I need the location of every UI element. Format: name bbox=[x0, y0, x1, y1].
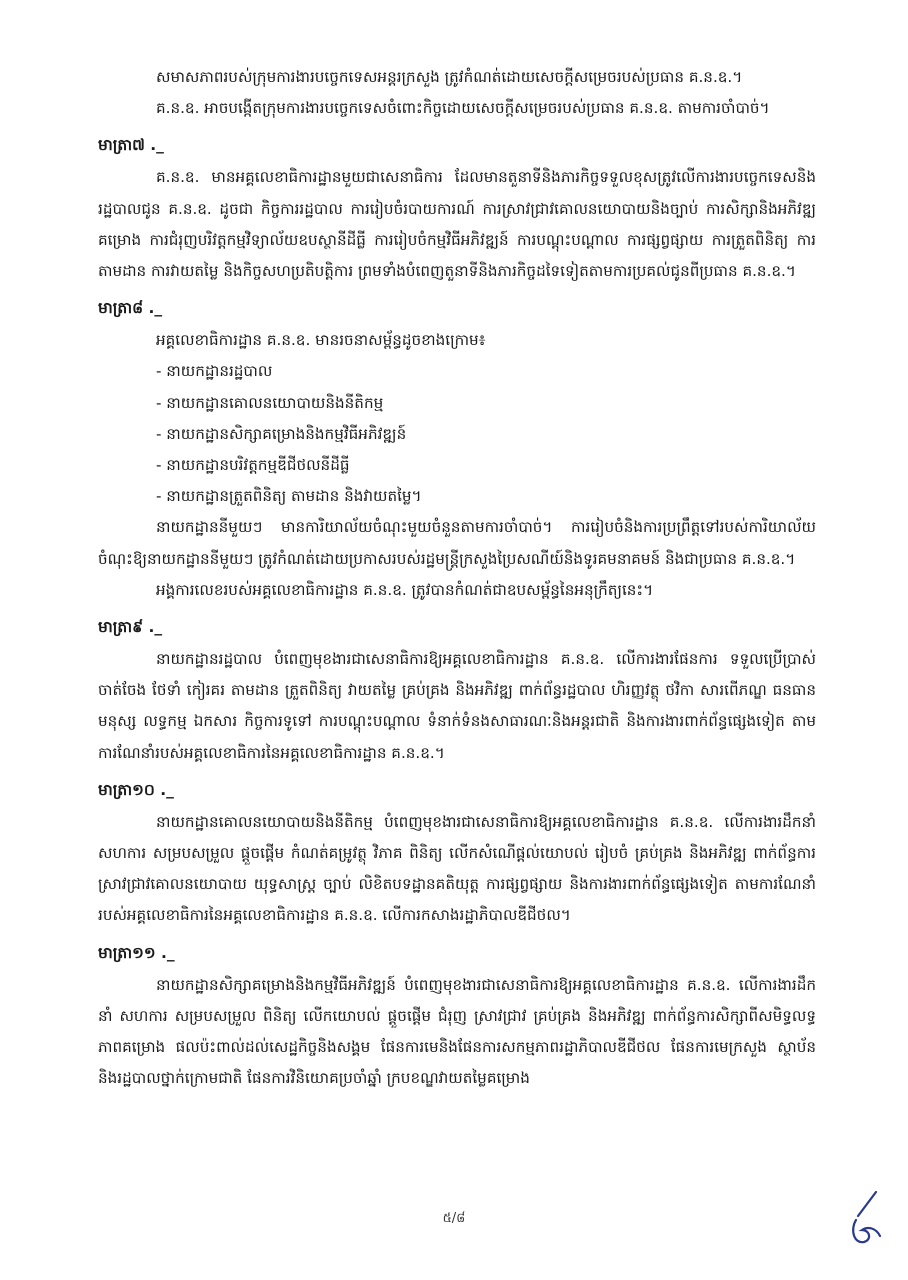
article-11-heading: មាត្រា១១ ._ bbox=[98, 943, 175, 962]
intro-paragraph-2: គ.ន.ឧ. អាចបង្កើតក្រុមការងារបច្ចេកទេសចំពោះកិច្ចដោយសេចក្តីសម្រេចរបស់ប្រធាន គ.ន.ឧ. តាមការចាំបាច់។ bbox=[156, 99, 770, 118]
article-11-paragraph: នាយកដ្ឋានសិក្សាគម្រោងនិងកម្មវិធីអភិវឌ្ឍន៍ បំពេញមុខងារជាសេនាធិការឱ្យអគ្គលេខាធិការដ្ឋាន គ.ន.ឧ. លើការងារដឹកនាំ សហការ សម្របសម្រួល ពិនិត្យ លើកយោបល់ ផ្តួចផ្តើម ជំរុញ ស្រាវជ្រាវ គ្រប់គ្រង និងអភិវឌ្ឍ ពាក់ព័ន្ធការសិក្សាពីសមិទ្ធលទ្ធភាពគម្រោង ផលប៉ះពាល់ដល់សេដ្ឋកិច្ចនិងសង្គម ផែនការមេនិងផែនការសកម្មភាពរដ្ឋាភិបាលឌីជីថល ផែនការមេក្រសួង ស្ថាប័ន និងរដ្ឋបាលថ្នាក់ក្រោមជាតិ ផែនការវិនិយោគប្រចាំឆ្នាំ ក្របខណ្ឌវាយតម្លៃគម្រោង bbox=[98, 975, 816, 1088]
article-9-paragraph: នាយកដ្ឋានរដ្ឋបាល បំពេញមុខងារជាសេនាធិការឱ្យអគ្គលេខាធិការដ្ឋាន គ.ន.ឧ. លើការងារផែនការ ទទួលប្រើប្រាស់ ចាត់ចែង ថែទាំ កៀរគរ តាមដាន ត្រួតពិនិត្យ វាយតម្លៃ គ្រប់គ្រង និងអភិវឌ្ឍ ពាក់ព័ន្ធរដ្ឋបាល ហិរញ្ញវត្ថុ ថវិកា សារពើភណ្ឌ ធនធានមនុស្ស លទ្ធកម្ម ឯកសារ កិច្ចការទូទៅ ការបណ្តុះបណ្តាល ទំនាក់ទំនងសាធារណៈនិងអន្តរជាតិ និងការងារពាក់ព័ន្ធផ្សេងទៀត តាមការណែនាំរបស់អគ្គលេខាធិការនៃអគ្គលេខាធិការដ្ឋាន គ.ន.ឧ.។ bbox=[98, 650, 816, 762]
list-item: - នាយកដ្ឋានត្រួតពិនិត្យ តាមដាន និងវាយតម្លៃ។ bbox=[156, 487, 422, 506]
article-7-paragraph: គ.ន.ឧ. មានអគ្គលេខាធិការដ្ឋានមួយជាសេនាធិការ ដែលមានតួនាទីនិងភារកិច្ចទទួលខុសត្រូវលើការងារបច្ចេកទេសនិងរដ្ឋបាលជូន គ.ន.ឧ. ដូចជា កិច្ចការរដ្ឋបាល ការរៀបចំរបាយការណ៍ ការស្រាវជ្រាវគោលនយោបាយនិងច្បាប់ ការសិក្សានិងអភិវឌ្ឍគម្រោង ការជំរុញបរិវត្តកម្មវិទ្យាល័យឧបស្ថានីដីធ្លី ការរៀបចំកម្មវិធីអភិវឌ្ឍន៍ ការបណ្តុះបណ្តាល ការផ្សព្វផ្សាយ ការត្រួតពិនិត្យ ការតាមដាន ការវាយតម្លៃ និងកិច្ចសហប្រតិបត្តិការ ព្រមទាំងបំពេញតួនាទីនិងភារកិច្ចដទៃទៀតតាមការប្រគល់ជូនពីប្រធាន គ.ន.ឧ.។ bbox=[98, 168, 816, 281]
initials-signature bbox=[846, 1186, 892, 1252]
article-10-heading: មាត្រា១០ ._ bbox=[98, 780, 174, 799]
article-8-heading: មាត្រា៨ ._ bbox=[98, 299, 163, 318]
list-item: - នាយកដ្ឋានបរិវត្តកម្មឌីជីថលនីដីធ្លី bbox=[156, 456, 350, 475]
article-8-intro: អគ្គលេខាធិការដ្ឋាន គ.ន.ឧ. មានរចនាសម្ព័ន្ធដូចខាងក្រោម៖ bbox=[156, 331, 486, 350]
article-8-paragraph-3: អង្គការលេខរបស់អគ្គលេខាធិការដ្ឋាន គ.ន.ឧ. ត្រូវបានកំណត់ជាឧបសម្ព័ន្ធនៃអនុក្រឹត្យនេះ។ bbox=[156, 580, 654, 599]
article-10-paragraph: នាយកដ្ឋានគោលនយោបាយនិងនីតិកម្ម បំពេញមុខងារជាសេនាធិការឱ្យអគ្គលេខាធិការដ្ឋាន គ.ន.ឧ. លើការងារដឹកនាំ សហការ សម្របសម្រួល ផ្តួចផ្តើម កំណត់គម្រូវត្ថុ វិភាគ ពិនិត្យ លើកសំណើផ្តល់យោបល់ រៀបចំ គ្រប់គ្រង និងអភិវឌ្ឍ ពាក់ព័ន្ធការស្រាវជ្រាវគោលនយោបាយ យុទ្ធសាស្ត្រ ច្បាប់ លិខិតបទដ្ឋានគតិយុត្ត ការផ្សព្វផ្សាយ និងការងារពាក់ព័ន្ធផ្សេងទៀត តាមការណែនាំរបស់អគ្គលេខាធិការនៃអគ្គលេខាធិការដ្ឋាន គ.ន.ឧ. លើការកសាងរដ្ឋាភិបាលឌីជីថល។ bbox=[98, 812, 816, 925]
list-item: - នាយកដ្ឋានសិក្សាគម្រោងនិងកម្មវិធីអភិវឌ្ឍន៍ bbox=[156, 424, 407, 443]
article-8-paragraph-2: នាយកដ្ឋាននីមួយៗ មានការិយាល័យចំណុះមួយចំនួនតាមការចាំបាច់។ ការរៀបចំនិងការប្រព្រឹត្តទៅរបស់ការិយាល័យចំណុះឱ្យនាយកដ្ឋាននីមួយៗ ត្រូវកំណត់ដោយប្រកាសរបស់រដ្ឋមន្ត្រីក្រសួងប្រៃសណីយ៍និងទូរគមនាគមន៍ និងជាប្រធាន គ.ន.ឧ.។ bbox=[98, 518, 816, 568]
article-7-heading: មាត្រា៧ ._ bbox=[98, 136, 164, 155]
department-list bbox=[98, 356, 816, 512]
page-number: ៥/៨ bbox=[442, 1211, 466, 1226]
article-9-heading: មាត្រា៩ ._ bbox=[98, 618, 163, 637]
list-item: - នាយកដ្ឋានគោលនយោបាយនិងនីតិកម្ម bbox=[156, 393, 384, 412]
intro-paragraph-1: សមាសភាពរបស់ក្រុមការងារបច្ចេកទេសអន្តរក្រសួង ត្រូវកំណត់ដោយសេចក្តីសម្រេចរបស់ប្រធាន គ.ន.ឧ.។ bbox=[156, 68, 743, 86]
list-item: - នាយកដ្ឋានរដ្ឋបាល bbox=[156, 362, 273, 381]
